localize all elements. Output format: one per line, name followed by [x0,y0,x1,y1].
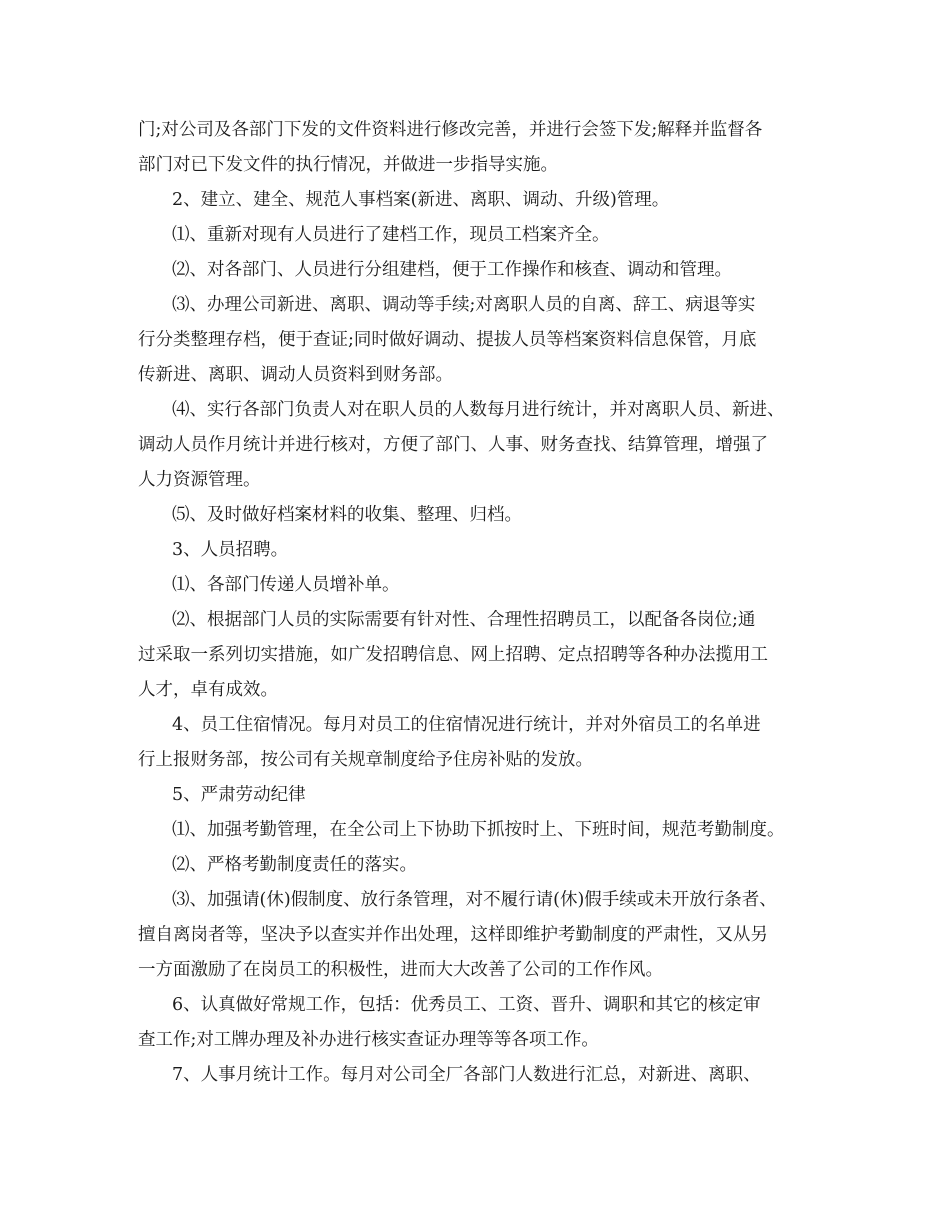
text-line: 7、人事月统计工作。每月对公司全厂各部门人数进行汇总，对新进、离职、 [172,1065,761,1085]
text-line: ⑶、办理公司新进、离职、调动等手续;对离职人员的自离、辞工、病退等实 [172,295,756,315]
text-line: 调动人员作月统计并进行核对，方便了部门、人事、财务查找、结算管理，增强了 [138,435,768,455]
text-line: 3、人员招聘。 [172,540,289,560]
text-line: 行分类整理存档，便于查证;同时做好调动、提拔人员等档案资料信息保管，月底 [138,330,757,350]
text-line: 行上报财务部，按公司有关规章制度给予住房补贴的发放。 [138,750,593,770]
text-line: 部门对已下发文件的执行情况，并做进一步指导实施。 [138,155,558,175]
text-line: ⑸、及时做好档案材料的收集、整理、归档。 [172,505,522,525]
text-line: ⑵、根据部门人员的实际需要有针对性、合理性招聘员工，以配备各岗位;通 [172,610,756,630]
text-line: 人才，卓有成效。 [138,680,278,700]
text-line: ⑷、实行各部门负责人对在职人员的人数每月进行统计，并对离职人员、新进、 [172,400,785,420]
text-line: 过采取一系列切实措施，如广发招聘信息、网上招聘、定点招聘等各种办法揽用工 [138,645,768,665]
text-line: ⑴、各部门传递人员增补单。 [172,575,400,595]
text-line: 擅自离岗者等，坚决予以查实并作出处理，这样即维护考勤制度的严肃性，又从另 [138,925,768,945]
text-line: 2、建立、建全、规范人事档案(新进、离职、调动、升级)管理。 [172,190,670,210]
text-line: ⑶、加强请(休)假制度、放行条管理，对不履行请(休)假手续或未开放行条者、 [172,890,777,910]
text-line: 一方面激励了在岗员工的积极性，进而大大改善了公司的工作作风。 [138,960,663,980]
text-line: 传新进、离职、调动人员资料到财务部。 [138,365,453,385]
text-line: 查工作;对工牌办理及补办进行核实查证办理等等各项工作。 [138,1030,599,1050]
text-line: 门;对公司及各部门下发的文件资料进行修改完善，并进行会签下发;解释并监督各 [138,120,763,140]
text-line: 6、认真做好常规工作，包括：优秀员工、工资、晋升、调职和其它的核定审 [172,995,761,1015]
text-line: ⑴、加强考勤管理，在全公司上下协助下抓按时上、下班时间，规范考勤制度。 [172,820,785,840]
text-line: 4、员工住宿情况。每月对员工的住宿情况进行统计，并对外宿员工的名单进 [172,715,761,735]
text-line: ⑵、严格考勤制度责任的落实。 [172,855,417,875]
text-line: 5、严肃劳动纪律 [172,785,306,805]
text-line: ⑴、重新对现有人员进行了建档工作，现员工档案齐全。 [172,225,610,245]
text-line: ⑵、对各部门、人员进行分组建档，便于工作操作和核查、调动和管理。 [172,260,732,280]
text-line: 人力资源管理。 [138,470,261,490]
